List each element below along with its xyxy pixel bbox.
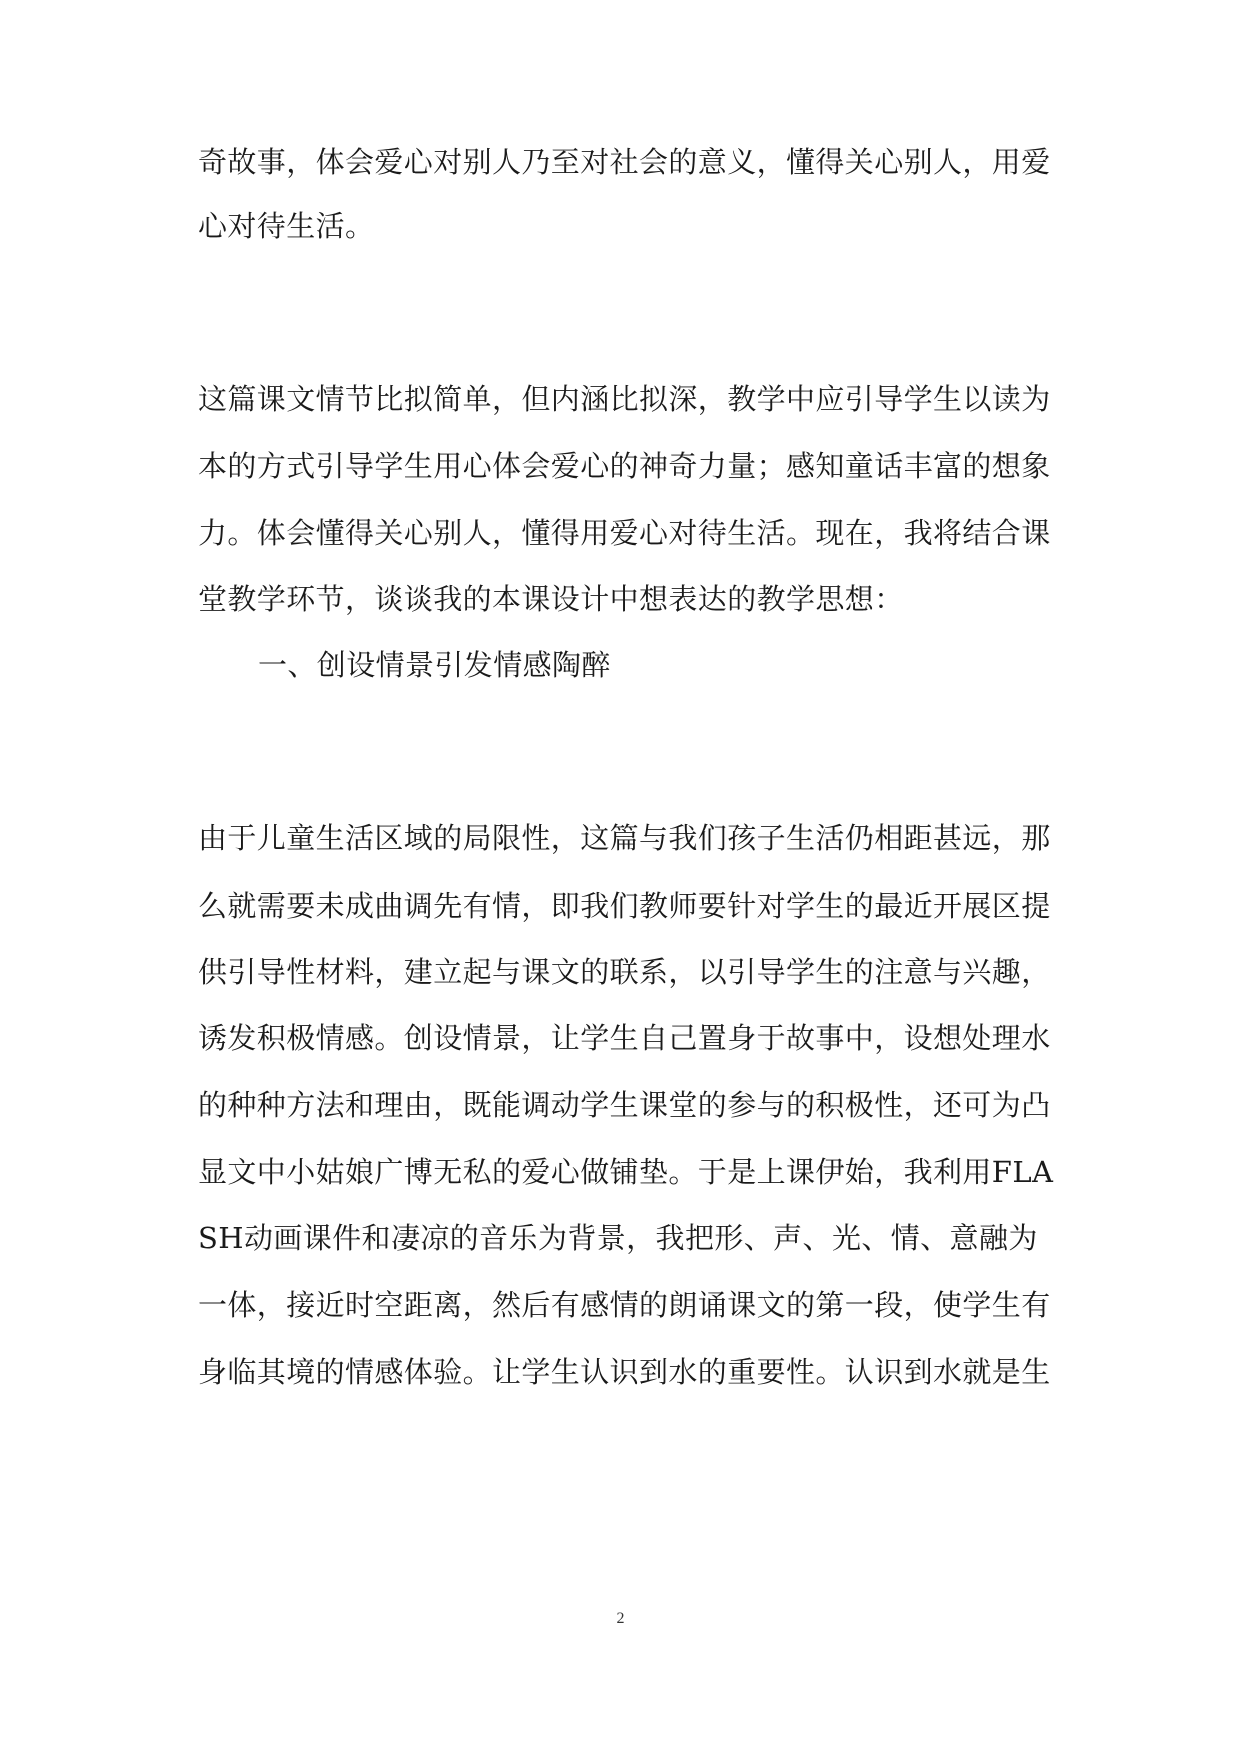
section-heading: 一、创设情景引发情感陶醉	[258, 648, 611, 682]
paragraph-line: 由于儿童生活区域的局限性，这篇与我们孩子生活仍相距甚远，那	[198, 821, 1051, 855]
paragraph-line: 力。体会懂得关心别人，懂得用爱心对待生活。现在，我将结合课	[198, 516, 1051, 550]
paragraph-line: 堂教学环节，谈谈我的本课设计中想表达的教学思想：	[198, 582, 904, 616]
paragraph-line: 一体，接近时空距离，然后有感情的朗诵课文的第一段，使学生有	[198, 1288, 1051, 1322]
paragraph-line: 显文中小姑娘广博无私的爱心做铺垫。于是上课伊始，我利用FLA	[198, 1155, 1054, 1189]
paragraph-line: 心对待生活。	[198, 209, 375, 243]
paragraph-line: 身临其境的情感体验。让学生认识到水的重要性。认识到水就是生	[198, 1355, 1051, 1389]
paragraph-line: 本的方式引导学生用心体会爱心的神奇力量；感知童话丰富的想象	[198, 449, 1051, 483]
paragraph-line: SH动画课件和凄凉的音乐为背景，我把形、声、光、情、意融为	[198, 1221, 1038, 1255]
paragraph-line: 这篇课文情节比拟简单，但内涵比拟深，教学中应引导学生以读为	[198, 382, 1051, 416]
page-number: 2	[616, 1610, 625, 1627]
paragraph-line: 供引导性材料，建立起与课文的联系，以引导学生的注意与兴趣，	[198, 955, 1051, 989]
paragraph-line: 么就需要未成曲调先有情，即我们教师要针对学生的最近开展区提	[198, 889, 1051, 923]
paragraph-line: 诱发积极情感。创设情景，让学生自己置身于故事中，设想处理水	[198, 1021, 1051, 1055]
paragraph-line: 的种种方法和理由，既能调动学生课堂的参与的积极性，还可为凸	[198, 1088, 1051, 1122]
paragraph-line: 奇故事，体会爱心对别人乃至对社会的意义，懂得关心别人，用爱	[198, 145, 1051, 179]
